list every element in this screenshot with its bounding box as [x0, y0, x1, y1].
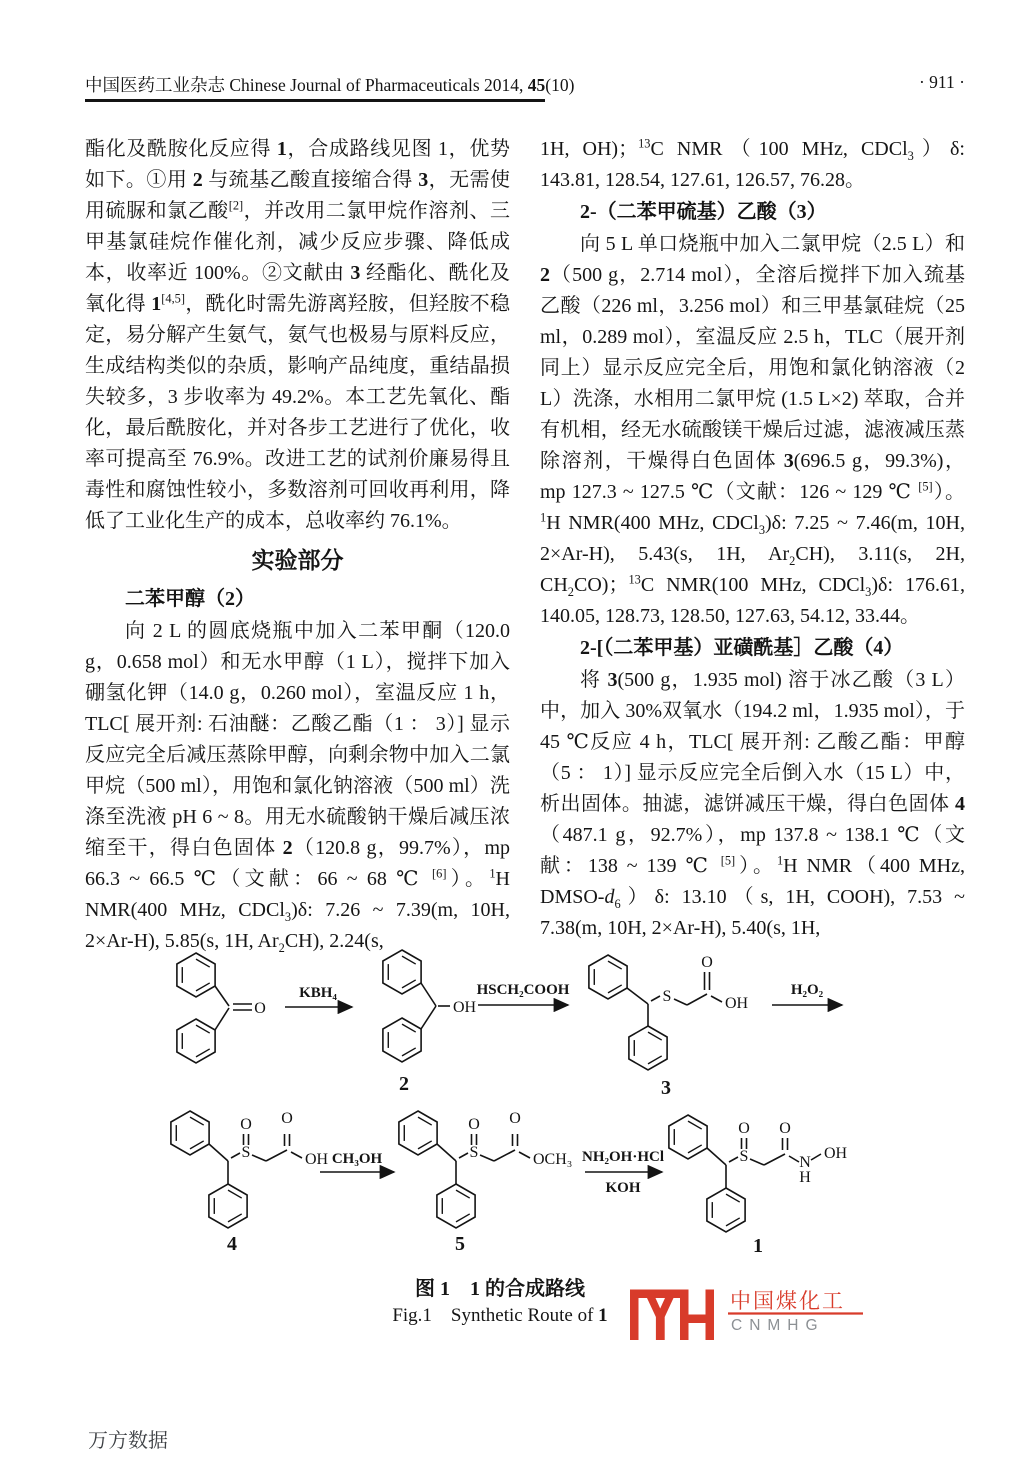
reagent-hsch2cooh-label: HSCH₂COOH [476, 982, 570, 998]
atom-n-compound1: N [799, 1154, 811, 1171]
paragraph-compound-2: 向 2 L 的圆底烧瓶中加入二苯甲酮（120.0 g，0.658 mol）和无水甲醇（1 L），搅拌下加入硼氢化钾（14.0 g，0.260 mol），室温反应 1 h，TLC[ 展开剂: 石油醚：乙酸乙酯（1 ： 3）] 显示反应完全后减压蒸除甲醇，向剩余物中加入二氯甲烷（500 ml），用饱和氯化钠溶液（500 ml）洗涤至洗液 pH 6 ~ 8。用无水硫酸钠干燥后减压浓缩至干，得白色固体 2（120.8 g，99.7%），mp 66.3 ~ 66.5 ℃（文献：66 ~ 68 ℃ [6]）。$^1$H NMR(400 MHz, CDCl$_3$)δ: 7.26 ~ 7.39(m, 10H, 2×Ar-H), 5.85(s, 1H, $Ar_2CH$), 2.24(s, [85, 620, 511, 955]
paragraph-compound-4: 将 3(500 g，1.935 mol) 溶于冰乙酸（3 L）中，加入 30%双氧水（194.2 ml，1.935 mol），于 45 ℃反应 4 h，TLC[ 展开剂: 乙酸乙酯：甲醇（5 ： 1）] 显示反应完全后倒入水（15 L）中，析出固体。抽滤，滤饼减压干燥，得白色固体 4（487.1 g，92.7%），mp 137.8 ~ 138.1 ℃（文献：138 ~ 139 ℃ [5]）。$^1$H NMR（400 MHz, DMSO-$d_6)\delta$: 13.10（s, 1H, COOH), 7.53 ~ 7.38(m, 10H, 2×Ar-H), 5.40(s, 1H, [540, 669, 966, 939]
paragraph-compound-3: 向 5 L 单口烧瓶中加入二氯甲烷（2.5 L）和 2（500 g，2.714 mol），全溶后搅拌下加入巯基乙酸（226 ml，3.256 mol）和三甲基氯硅烷（25 ml，0.289 mol），室温反应 2.5 h，TLC（展开剂同上）显示反应完全后，用饱和氯化钠溶液（2 L）洗涤，水相用二氯甲烷 (1.5 L×2) 萃取，合并有机相，经无水硫酸镁干燥后过滤，滤液减压蒸除溶剂，干燥得白色固体 3(696.5 g，99.3%)，mp 127.3 ~ 127.5 ℃（文献：126 ~ 129 ℃ [5]）。$^1$H NMR(400 MHz, CDCl$_3$)δ: 7.25 ~ 7.46(m, 10H, 2×Ar-H), 5.43(s, 1H, $Ar_2CH$), 3.11(s, 2H, $CH_2CO$)；$^{13}$C NMR(100 MHz, CDCl$_3$)δ: 176.61, 140.05, 128.73, 128.50, 127.63, 54.12, 33.44。 [540, 233, 966, 627]
figure-caption-cn: 图 1 1 的合成路线 [415, 1278, 585, 1300]
reagent-kbh4-label: KBH₄ [299, 985, 337, 1001]
atom-o-benzophenone: O [254, 1000, 266, 1017]
compound-number-5: 5 [455, 1233, 465, 1255]
compound-number-1: 1 [753, 1235, 763, 1257]
paragraph-nmr-continuation: 1H, OH)；$^{13}$C NMR（100 MHz, CDCl$_3$）δ: 143.81, 128.54, 127.61, 126.57, 76.28。 [540, 136, 965, 191]
atom-h-compound1: H [799, 1169, 811, 1186]
page-header [85, 72, 965, 97]
atom-o-carbonyl-compound4: O [281, 1110, 293, 1127]
atom-oh-compound4: OH [305, 1151, 329, 1168]
logo-cn-text: 中国煤化工 [730, 1290, 845, 1313]
right-column [540, 134, 965, 957]
header-rule [85, 99, 545, 102]
atom-s-compound4: S [241, 1144, 251, 1161]
section-title-experimental: 实验部分 [251, 548, 344, 573]
subsection-compound-3: 2-（二苯甲硫基）乙酸（3） [580, 201, 827, 223]
reagent-koh-label: KOH [605, 1180, 641, 1196]
figure-caption-en: Fig.1 Synthetic Route of 1 [392, 1305, 608, 1326]
wanfang-data-footer: 万方数据 [88, 1430, 168, 1452]
left-column [85, 134, 510, 957]
compound-number-3: 3 [661, 1077, 671, 1099]
cnmhg-watermark-logo [625, 1278, 865, 1353]
atom-och3-compound5: OCH₃ [533, 1151, 573, 1168]
reagent-nh2oh-hcl-label: NH₂OH·HCl [581, 1149, 665, 1165]
atom-o-carbonyl-compound1: O [779, 1120, 791, 1137]
two-column-text [85, 134, 965, 957]
journal-title: 中国医药工业杂志 Chinese Journal of Pharmaceuticals 2014, 45(10) [85, 75, 575, 95]
atom-o-compound3: O [701, 954, 713, 971]
reaction-scheme [0, 925, 1032, 1275]
atom-o-carbonyl-compound5: O [509, 1110, 521, 1127]
atom-s-compound5: S [469, 1144, 479, 1161]
compound-number-4: 4 [227, 1233, 237, 1255]
atom-s-compound3: S [662, 988, 672, 1005]
atom-o-sulfoxide-compound5: O [468, 1116, 480, 1133]
atom-s-compound1: S [739, 1148, 749, 1165]
subsection-benzhydrol-2: 二苯甲醇（2） [125, 588, 255, 610]
atom-o-sulfoxide-compound4: O [240, 1116, 252, 1133]
atom-oh-compound1: OH [824, 1145, 848, 1162]
cnmhg-logo-mark [630, 1290, 714, 1341]
atom-o-sulfoxide-compound1: O [738, 1120, 750, 1137]
paragraph-advantages: 酯化及酰胺化反应得 1，合成路线见图 1，优势如下。①用 2 与巯基乙酸直接缩合得 3，无需使用硫脲和氯乙酸[2]，并改用二氯甲烷作溶剂、三甲基氯硅烷作催化剂，减少反应步骤、降低成本，收率近 100%。②文献由 3 经酯化、酰化及氧化得 1[4,5]，酰化时需先游离羟胺，但羟胺不稳定，易分解产生氨气，氨气也极易与原料反应，生成结构类似的杂质，影响产品纯度，重结晶损失较多，3 步收率为 49.2%。本工艺先氧化、酯化，最后酰胺化，并对各步工艺进行了优化，收率可提高至 76.9%。改进工艺的试剂价廉易得且毒性和腐蚀性较小，多数溶剂可回收再利用，降低了工业化生产的成本，总收率约 76.1%。 [85, 138, 511, 532]
atom-oh-benzhydrol: OH [453, 999, 477, 1016]
reagent-ch3oh-label: CH₃OH [331, 1151, 383, 1167]
atom-oh-compound3: OH [725, 995, 749, 1012]
reagent-h2o2-label: H₂O₂ [790, 982, 824, 998]
compound-number-2: 2 [399, 1073, 409, 1095]
logo-en-text: CNMHG [731, 1317, 825, 1334]
subsection-compound-4: 2-[（二苯甲基）亚磺酰基］乙酸（4） [580, 637, 904, 659]
page-number: · 911 · [918, 72, 965, 92]
